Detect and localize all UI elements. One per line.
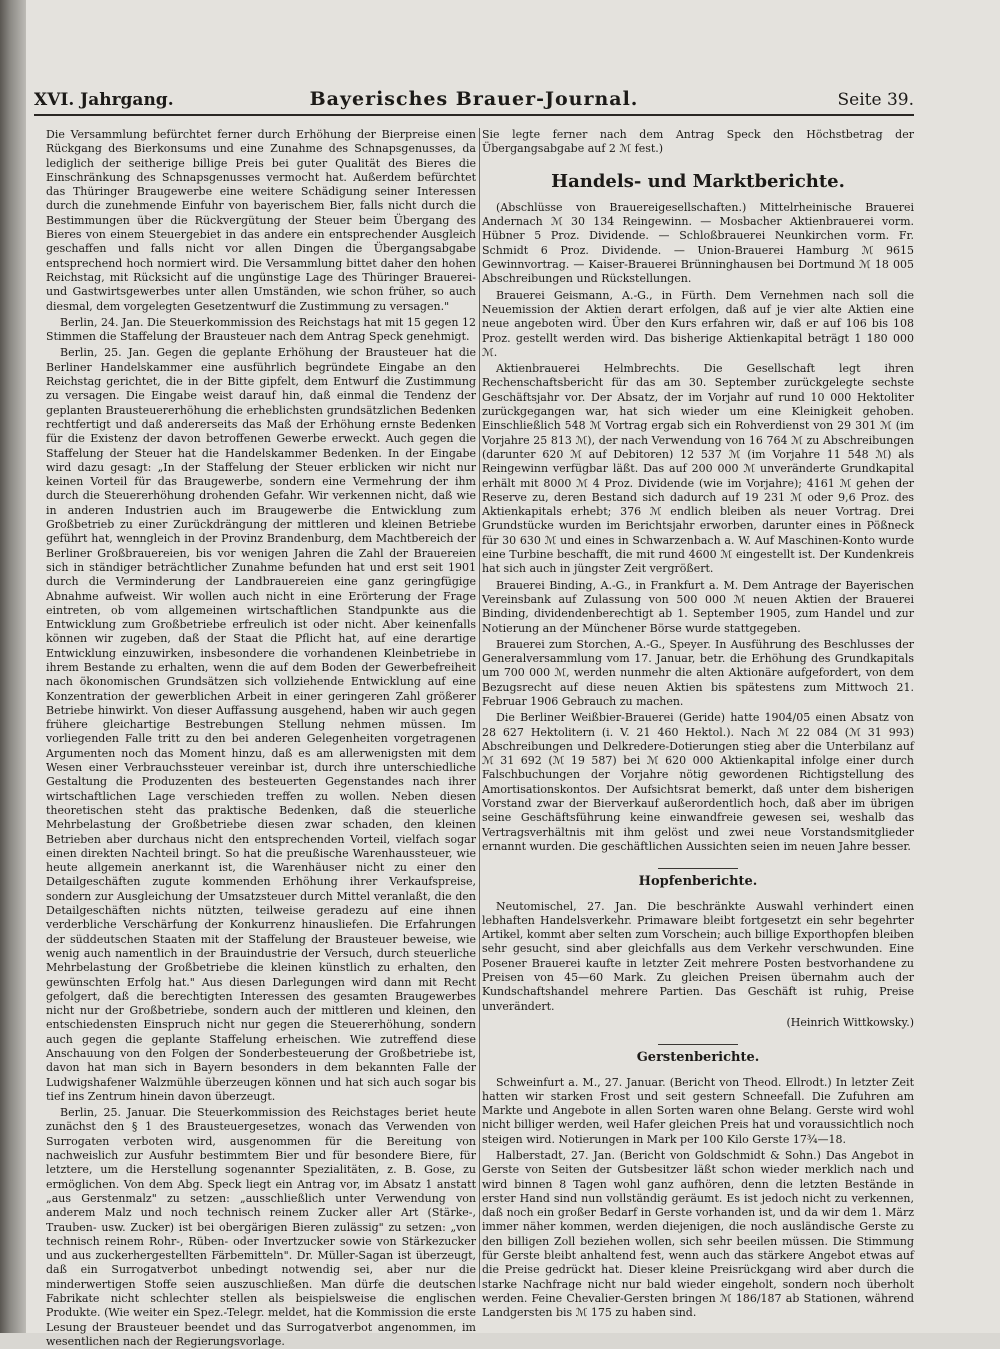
paragraph-storchen: Brauerei zum Storchen, A.-G., Speyer. In Ausführung des Beschlusses der Generalversammlung vom 17. Januar, betr. die Erhöhung des Grundkapitals um 700 000 ℳ, werden nunmehr die alten Aktionäre aufgefordert, von dem Bezugsrecht auf diese neuen Aktien bis spätestens zum Mittwoch 21. Februar 1906 Gebrauch zu machen. <box>482 637 914 708</box>
right-column <box>482 128 914 1320</box>
journal-title: Bayerisches Brauer-Journal. <box>309 88 639 110</box>
paragraph-schweinfurt: Schweinfurt a. M., 27. Januar. (Bericht von Theod. Ellrodt.) In letzter Zeit hatten wir starken Frost und seit gestern Schneefall. Die Zufuhren am Markte und Angebote in allen Sorten waren ohne Belang. Gerste wird wohl nicht billiger werden, weil Hafer gleichen Preis hat und voraussichtlich noch steigen wird. Notierungen in Mark per 100 Kilo Gerste 17¾—18. <box>482 1075 914 1146</box>
section-heading-gersten: Gerstenberichte. <box>636 1050 760 1066</box>
section-rule <box>658 1044 738 1045</box>
paragraph-intro: Sie legte ferner nach dem Antrag Speck den Höchstbetrag der Übergangsabgabe auf 2 ℳ fest.) <box>482 128 914 156</box>
hopfen-signature: (Heinrich Wittkowsky.) <box>786 1015 914 1029</box>
section-rule <box>658 868 738 869</box>
paragraph-geismann: Brauerei Geismann, A.-G., in Fürth. Dem Vernehmen nach soll die Neuemission der Aktien derart erfolgen, daß auf je vier alte Aktien eine neue angeboten wird. Über den Kurs erfahren wir, daß er auf 106 bis 108 Proz. gestellt werden wird. Das bisherige Aktienkapital beträgt 1 180 000 ℳ. <box>482 288 914 359</box>
paragraph-thueringen: Die Versammlung befürchtet ferner durch Erhöhung der Bierpreise einen Rückgang des Bierkonsums und eine Zunahme des Schnapsgenusses, da lediglich der seitherige billige Preis bei guter Qualität des Bieres die Einschränkung des Schnapsgenusses vermocht hat. Außerdem befürchtet das Thüringer Braugewerbe eine weitere Schädigung seiner Interessen durch die zunehmende Einfuhr von bayerischem Bier, falls nicht durch die Bestimmungen über die Rückvergütung der Steuer beim Übergang des Bieres von einem Steuergebiet in das andere ein entsprechender Ausgleich geschaffen und falls nicht vor allen Dingen die Übergangsabgabe entsprechend hoch normiert wird. Die Versammlung bittet daher den hohen Reichstag, mit Rücksicht auf die ungünstige Lage des Thüringer Brauerei- und Gastwirtsgewerbes unter allen Umständen, wie schon früher, so auch diesmal, dem vorgelegten Gesetzentwurf die Zustimmung zu versagen." <box>46 128 476 313</box>
paragraph-abschluesse: (Abschlüsse von Brauereigesellschaften.) Mittelrheinische Brauerei Andernach ℳ 30 134 Reingewinn. — Mosbacher Aktienbrauerei vorm. Hübner 5 Proz. Dividende. — Schloßbrauerei Neunkirchen vorm. Fr. Schmidt 6 Proz. Dividende. — Union-Brauerei Hamburg ℳ 9615 Gewinnvortrag. — Kaiser-Brauerei Brünninghausen bei Dortmund ℳ 18 005 Abschreibungen und Rückstellungen. <box>482 200 914 286</box>
book-binding-shadow <box>0 0 26 1333</box>
paragraph-neutomischel: Neutomischel, 27. Jan. Die beschränkte Auswahl verhindert einen lebhaften Handelsverkehr. Primaware bleibt fortgesetzt ein sehr begehrter Artikel, kommt aber selten zum Vorschein; auch billige Exporthopfen bleiben sehr gesucht, sind aber gleichfalls aus dem Verkehr verschwunden. Eine Posener Brauerei kaufte in letzter Zeit mehrere Posten bestvorhandene zu Preisen von 45—60 Mark. Zu gleichen Preisen übernahm auch der Kundschaftshandel mehrere Partien. Das Geschäft ist ruhig, Preise unverändert. <box>482 899 914 1013</box>
paragraph-binding: Brauerei Binding, A.-G., in Frankfurt a. M. Dem Antrage der Bayerischen Vereinsbank auf Zulassung von 500 000 ℳ neuen Aktien der Brauerei Binding, dividendenberechtigt ab 1. September 1905, zum Handel und zur Notierung an der Münchener Börse wurde stattgegeben. <box>482 578 914 635</box>
paragraph-berlin-25-steuerkommission: Berlin, 25. Januar. Die Steuerkommission des Reichstages beriet heute zunächst den § 1 des Brausteuergesetzes, wonach das Verwenden von Surrogaten verboten wird, ausgenommen für die Bereitung von nachweislich zur Ausfuhr bestimmtem Bier und für besondere Biere, für letztere, um die Herstellung sogenannter Spezialitäten, z. B. Gose, zu ermöglichen. Von dem Abg. Speck liegt ein Antrag vor, im Absatz 1 anstatt „aus Gerstenmalz" zu setzen: „ausschließlich unter Verwendung von anderem Malz und noch technisch reinem Zucker aller Art (Stärke-, Trauben- usw. Zucker) ist bei obergärigen Bieren zulässig" zu setzen: „von technisch reinem Rohr-, Rüben- oder Invertzucker sowie von Stärkezucker und aus zuckerhergestellten Färbemitteln". Dr. Müller-Sagan ist überzeugt, daß ein Surrogatverbot unbedingt notwendig sei, aber nur die minderwertigen Stoffe seien auszuschließen. Man dürfe die deutschen Fabrikate nicht schlechter stellen als beispielsweise die englischen Produkte. (Wie weiter ein Spez.-Telegr. meldet, hat die Kommission die erste Lesung der Brausteuer beendet und das Surrogatverbot angenommen, im wesentlichen nach der Regierungsvorlage. <box>46 1106 476 1348</box>
paragraph-helmbrechts: Aktienbrauerei Helmbrechts. Die Gesellschaft legt ihren Rechenschaftsbericht für das am 30. September zurückgelegte sechste Geschäftsjahr vor. Der Absatz, der im Vorjahr auf rund 10 000 Hektoliter zurückgegangen war, hat sich wieder um eine Kleinigkeit gehoben. Einschließlich 548 ℳ Vortrag ergab sich ein Rohverdienst von 29 301 ℳ (im Vorjahre 25 813 ℳ), der nach Verwendung von 16 764 ℳ zu Abschreibungen (darunter 620 ℳ auf Debitoren) 12 537 ℳ (im Vorjahre 11 548 ℳ) als Reingewinn verfügbar läßt. Das auf 200 000 ℳ unveränderte Grundkapital erhält mit 8000 ℳ 4 Proz. Dividende (wie im Vorjahre); 4161 ℳ gehen der Reserve zu, deren Bestand sich dadurch auf 19 231 ℳ oder 9,6 Proz. des Aktienkapitals erhebt; 376 ℳ endlich bleiben als neuer Vortrag. Drei Grundstücke wurden im Berichtsjahr erworben, darunter eines in Pößneck für 30 630 ℳ und eines in Schwarzenbach a. W. Auf Maschinen-Konto wurde eine Turbine beschafft, die mit rund 4600 ℳ eingestellt ist. Der Kundenkreis hat sich auch in jüngster Zeit vergrößert. <box>482 362 914 576</box>
left-column <box>46 128 476 1348</box>
paragraph-weissbier: Die Berliner Weißbier-Brauerei (Geride) hatte 1904/05 einen Absatz von 28 627 Hektolitern (i. V. 21 460 Hektol.). Nach ℳ 22 084 (ℳ 31 993) Abschreibungen und Delkredere-Dotierungen stieg aber die Unterbilanz auf ℳ 31 692 (ℳ 19 587) bei ℳ 620 000 Aktienkapital infolge einer durch Falschbuchungen der Vorjahre nötig gewordenen Richtigstellung des Amortisationskontos. Der Aufsichtsrat bemerkt, daß unter dem bisherigen Vorstand zwar der Bierverkauf außerordentlich hoch, daß aber im übrigen seine Geschäftsführung keine einwandfreie gewesen sei, weshalb das Vertragsverhältnis mit ihm gelöst und zwei neue Vorstandsmitglieder ernannt wurden. Die geschäftlichen Aussichten seien im neuen Jahre besser. <box>482 711 914 853</box>
paragraph-berlin-25-handelskammer: Berlin, 25. Jan. Gegen die geplante Erhöhung der Brausteuer hat die Berliner Handelskammer eine ausführlich begründete Eingabe an den Reichstag gerichtet, die in der Bitte gipfelt, dem Entwurf die Zustimmung zu versagen. Die Eingabe weist darauf hin, daß einmal die Tendenz der geplanten Brausteuererhöhung die erheblichsten grundsätzlichen Bedenken rechtfertigt und daß andererseits das Maß der Erhöhung ernste Bedenken für die Existenz der davon betroffenen Gewerbe erweckt. Auch gegen die Staffelung der Steuer hat die Handelskammer Bedenken. In der Eingabe wird dazu gesagt: „In der Staffelung der Steuer erblicken wir nicht nur keinen Vorteil für das Braugewerbe, sondern eine Vermehrung der ihm durch die Steuererhöhung drohenden Gefahr. Wir verkennen nicht, daß wie in anderen Industrien auch im Braugewerbe die Entwicklung zum Großbetrieb zu einer Zurückdrängung der mittleren und kleinen Betriebe geführt hat, wenngleich in der Provinz Brandenburg, dem Machtbereich der Berliner Großbrauereien, bis vor wenigen Jahren die Zahl der Brauereien sich in ständiger beträchtlicher Zunahme befunden hat und erst seit 1901 durch die Verminderung der Landbrauereien eine ganz geringfügige Abnahme aufweist. Wir wollen auch nicht in eine Erörterung der Frage eintreten, ob vom allgemeinen wirtschaftlichen Standpunkte aus die Entwicklung zum Großbetriebe erfreulich ist oder nicht. Aber keinenfalls können wir zugeben, daß der Staat die Pflicht hat, auf eine derartige Entwicklung einzuwirken, insbesondere die vorhandenen Kleinbetriebe in ihrem Bestande zu erhalten, wenn die auf dem Boden der Gewerbefreiheit nach ökonomischen Grundsätzen sich vollziehende Entwicklung auf eine Konzentration der gewerblichen Arbeit in einer geringeren Zahl größerer Betriebe hinwirkt. Von dieser Auffassung ausgehend, haben wir auch gegen frühere gleichartige Bestrebungen Stellung nehmen müssen. Im vorliegenden Falle tritt zu den bei anderen Gelegenheiten vorgetragenen Argumenten noch das Moment hinzu, daß es am allerwenigsten mit dem Wesen einer Verbrauchssteuer vereinbar ist, durch ihre unterschiedliche Gestaltung die Produzenten des besteuerten Gegenstandes nach ihrer wirtschaftlichen Lage verschieden treffen zu wollen. Neben diesen theoretischen steht das praktische Bedenken, daß die steuerliche Mehrbelastung der Großbetriebe diesen zwar schaden, den kleinen Betrieben aber durchaus nicht den entsprechenden Vorteil, vielfach sogar einen direkten Nachteil bringt. So hat die preußische Warenhaussteuer, wie heute allgemein anerkannt ist, die Warenhäuser nicht zu einer den Detailgeschäften zugute kommenden Erhöhung ihrer Verkaufspreise, sondern zur Ausgleichung der Umsatzsteuer durch Mittel veranlaßt, die den Detailgeschäften nichts nützten, teilweise geradezu auf eine ihnen verderbliche Verschärfung der Konkurrenz hinausliefen. Die Erfahrungen der süddeutschen Staaten mit der Staffelung der Brausteuer beweise, wie wenig auch namentlich in der Brauindustrie der Versuch, durch steuerliche Mehrbelastung der Großbetriebe die kleinen künstlich zu erhalten, den gewünschten Erfolg hat." Aus diesen Darlegungen wird dann mit Recht gefolgert, daß die berechtigten Interessen des gesamten Braugewerbes nicht nur der Großbetriebe, sondern auch der mittleren und kleinen, den entschiedensten Einspruch nicht nur gegen die Steuererhöhung, sondern auch gegen die geplante Staffelung erheischen. Wie zutreffend diese Anschauung von den Folgen der Sonderbesteuerung der Großbetriebe ist, davon hat man sich in Bayern besonders in dem bekannten Falle der Ludwigshafener Walzmühle überzeugen können und hat sich auch sogar bis tief ins Zentrum hinein davon überzeugt. <box>46 346 476 1103</box>
volume-label: XVI. Jahrgang. <box>34 90 174 110</box>
paragraph-berlin-24: Berlin, 24. Jan. Die Steuerkommission des Reichstags hat mit 15 gegen 12 Stimmen die Staffelung der Brausteuer nach dem Antrag Speck genehmigt. <box>46 315 476 344</box>
section-heading-handel: Handels- und Marktberichte. <box>551 170 845 192</box>
page-number: Seite 39. <box>837 90 914 110</box>
column-divider <box>479 128 480 1288</box>
page-header <box>34 88 914 116</box>
section-heading-hopfen: Hopfenberichte. <box>638 874 758 890</box>
paragraph-halberstadt: Halberstadt, 27. Jan. (Bericht von Goldschmidt & Sohn.) Das Angebot in Gerste von Seiten der Gutsbesitzer läßt schon wieder merklich nach und wird binnen 8 Tagen wohl ganz aufhören, denn die letzten Bestände in erster Hand sind nun vollständig geräumt. Es ist jedoch nicht zu verkennen, daß noch ein großer Bedarf in Gerste vorhanden ist, und da wir dem 1. März immer näher kommen, werden diejenigen, die noch ausländische Gerste zu den billigen Zoll beziehen wollen, sich sehr beeilen müssen. Die Stimmung für Gerste bleibt anhaltend fest, wenn auch das stärkere Angebot etwas auf die Preise gedrückt hat. Dieser kleine Preisrückgang wird aber durch die starke Nachfrage nicht nur bald wieder eingeholt, sondern noch überholt werden. Feine Chevalier-Gersten bringen ℳ 186/187 ab Stationen, während Landgersten bis ℳ 175 zu haben sind. <box>482 1149 914 1320</box>
